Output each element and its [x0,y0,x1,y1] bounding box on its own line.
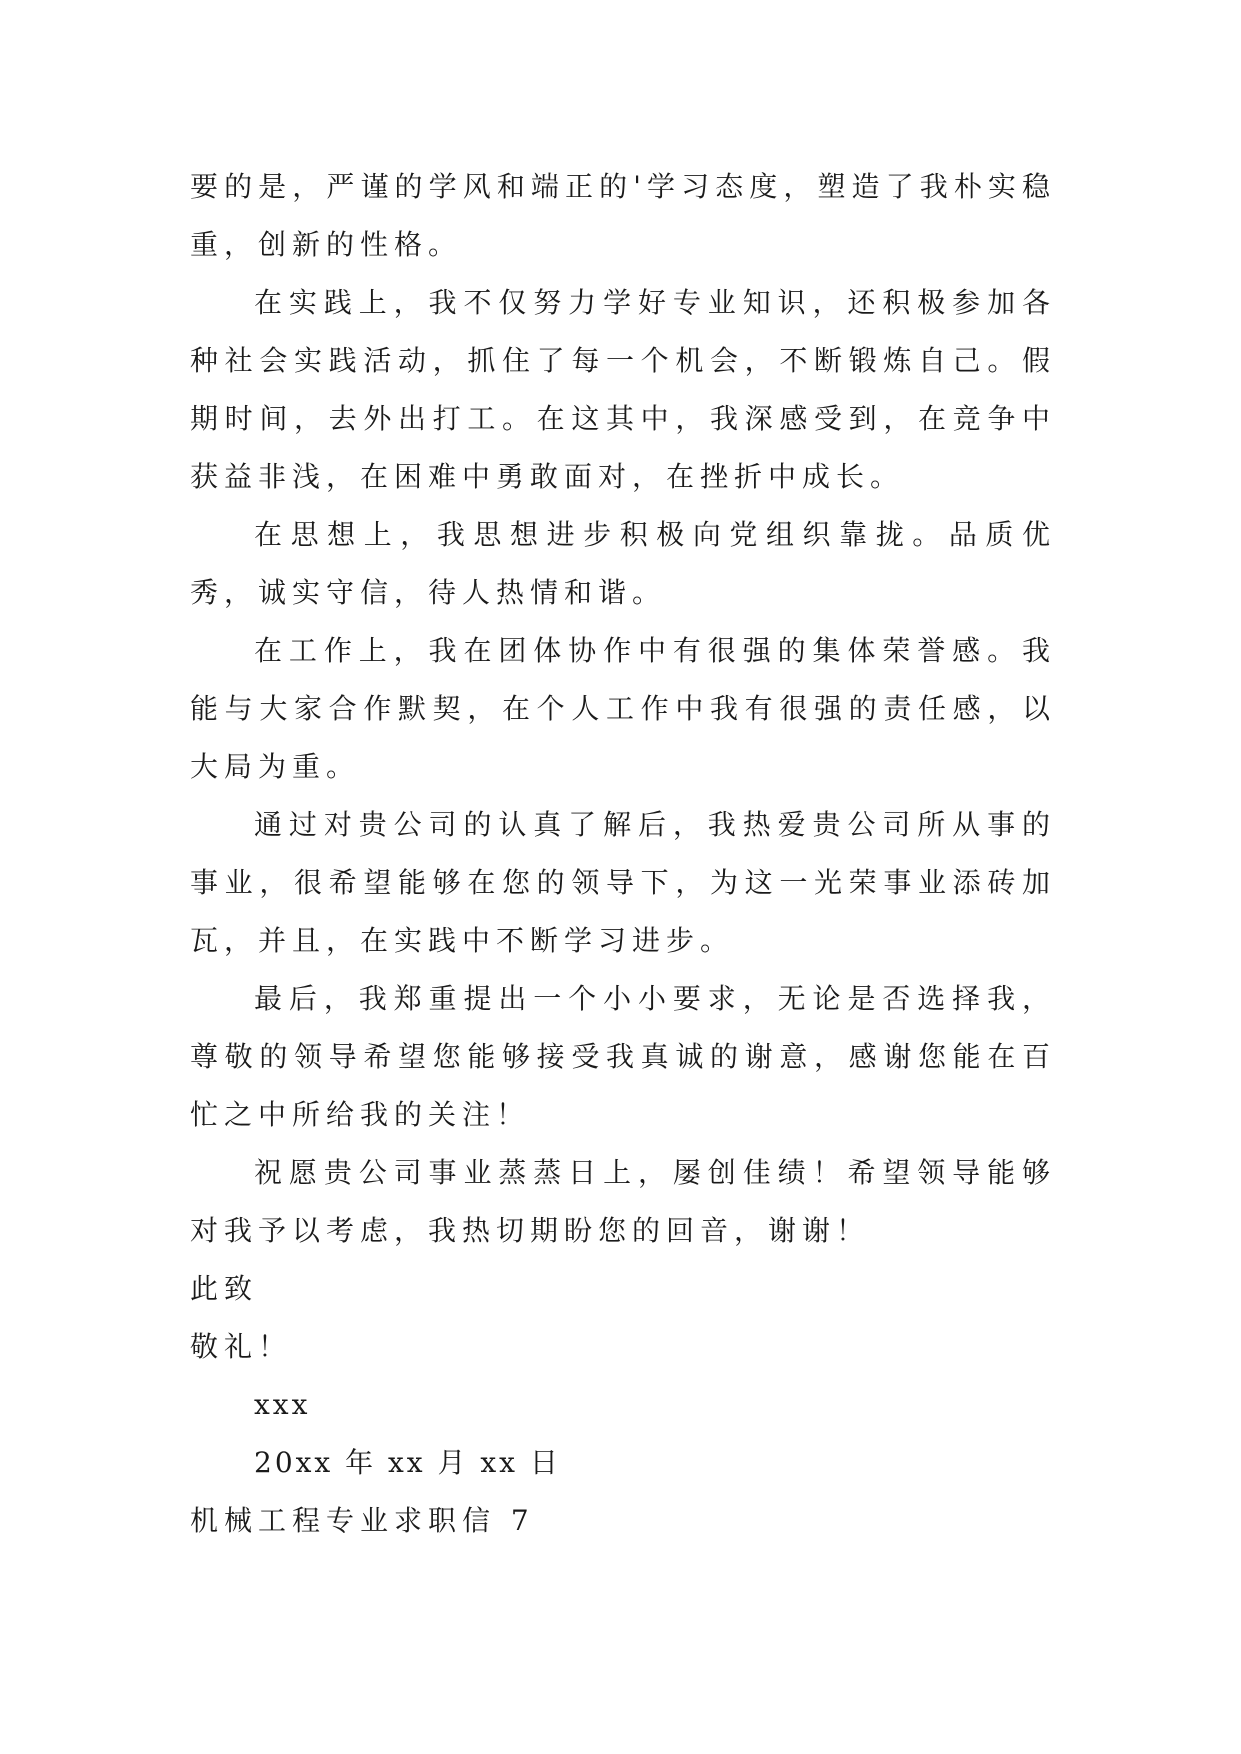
paragraph-work: 在工作上，我在团体协作中有很强的集体荣誉感。我能与大家合作默契，在个人工作中我有很强的责任感，以大局为重。 [190,634,1056,783]
signature-name: xxx [254,1388,311,1421]
paragraph-company: 通过对贵公司的认真了解后，我热爱贵公司所从事的事业，很希望能够在您的领导下，为这一光荣事业添砖加瓦，并且，在实践中不断学习进步。 [190,808,1056,957]
paragraph-thought: 在思想上，我思想进步积极向党组织靠拢。品质优秀，诚实守信，待人热情和谐。 [190,518,1056,609]
paragraph-practice: 在实践上，我不仅努力学好专业知识，还积极参加各种社会实践活动，抓住了每一个机会，不断锻炼自己。假期时间，去外出打工。在这其中，我深感受到，在竞争中获益非浅，在困难中勇敢面对，在挫折中成长。 [190,286,1056,493]
closing-regards: 敬礼！ [190,1330,293,1363]
signature-date: 20xx 年 xx 月 xx 日 [254,1446,561,1479]
letter-body [190,158,1056,1550]
paragraph-1: 要的是，严谨的学风和端正的'学习态度，塑造了我朴实稳重，创新的性格。 [190,170,1056,261]
next-letter-heading: 机械工程专业求职信 7 [190,1504,535,1537]
closing-salutation: 此致 [190,1272,259,1305]
paragraph-wishes: 祝愿贵公司事业蒸蒸日上，屡创佳绩！希望领导能够对我予以考虑，我热切期盼您的回音，谢谢！ [190,1156,1056,1247]
paragraph-request: 最后，我郑重提出一个小小要求，无论是否选择我，尊敬的领导希望您能够接受我真诚的谢意，感谢您能在百忙之中所给我的关注！ [190,982,1056,1131]
